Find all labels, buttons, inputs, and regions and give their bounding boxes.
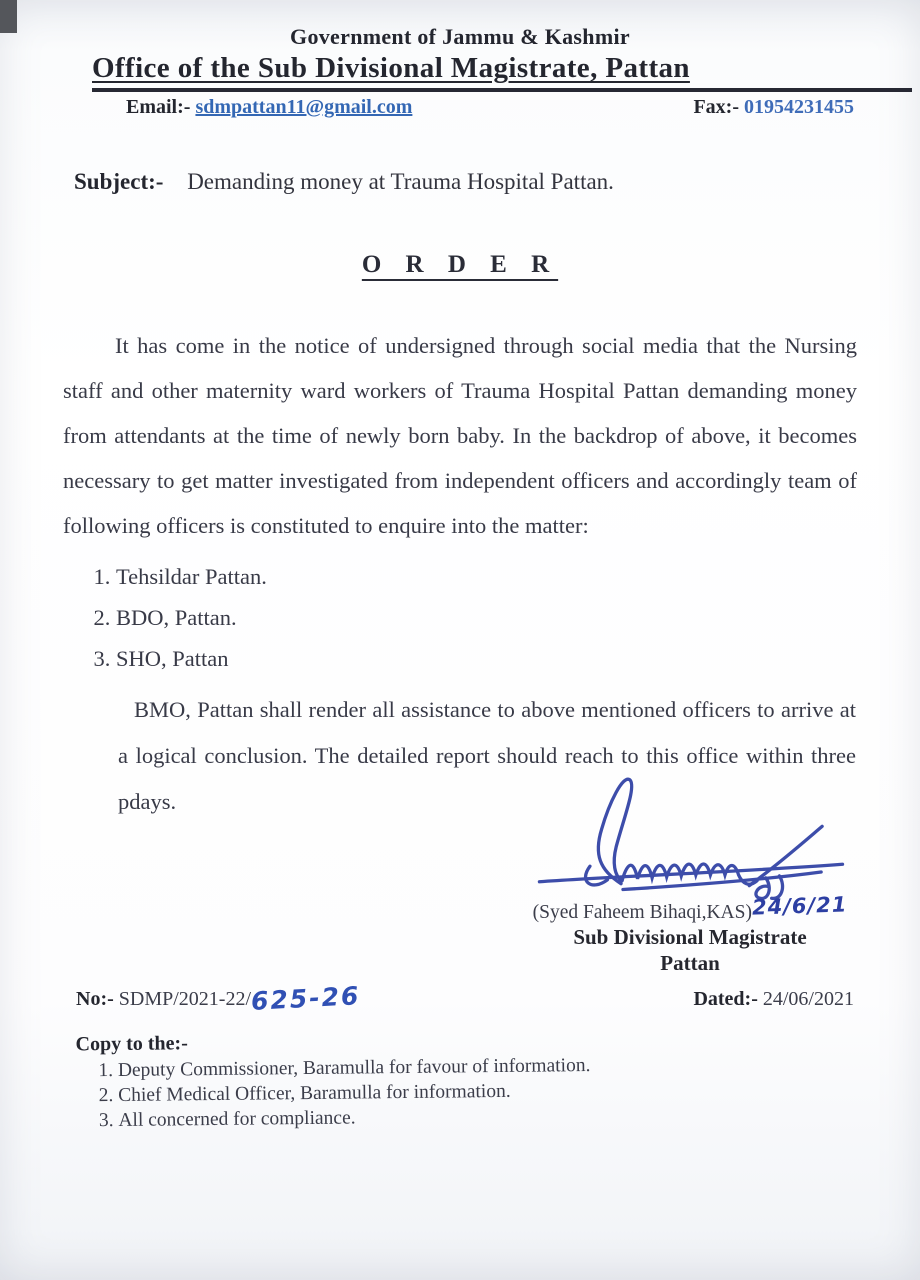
email-label: Email:- [126, 96, 191, 118]
contact-row [0, 92, 920, 119]
fax-number: 01954231455 [744, 96, 854, 118]
reference-row [76, 981, 854, 1016]
officer-list-item: 2. BDO, Pattan. [116, 597, 920, 638]
body-paragraph-2: BMO, Pattan shall render all assistance to above mentioned officers to arrive at a logical conclusion. The detailed report should reach to this office within three pdays. [118, 697, 856, 814]
officer-list-item: 1. Tehsildar Pattan. [116, 556, 920, 597]
reference-number [76, 981, 362, 1016]
dated-label: Dated:- [693, 988, 758, 1010]
dated-value: 24/06/2021 [762, 988, 854, 1010]
copy-list [76, 1050, 920, 1134]
subject-row [74, 169, 856, 195]
copy-section [75, 1025, 920, 1134]
signatory-place: Pattan [660, 951, 720, 975]
copy-list-item: 1. Deputy Commissioner, Baramulla for favour of information. [118, 1050, 920, 1083]
copy-list-item: 3. All concerned for compliance. [118, 1100, 920, 1133]
reference-no-value: SDMP/2021-22/ [118, 988, 252, 1010]
signature-ink-icon [525, 771, 855, 907]
subject-text: Demanding money at Trauma Hospital Pattan. [187, 169, 614, 194]
reference-no-label: No:- [76, 988, 114, 1010]
copy-list-item: 2. Chief Medical Officer, Baramulla for information. [118, 1075, 920, 1108]
government-title: Government of Jammu & Kashmir [290, 24, 630, 49]
officers-list [96, 556, 920, 679]
copy-heading: Copy to the:- [75, 1032, 188, 1056]
signatory-designation: Sub Divisional Magistrate [573, 925, 807, 949]
order-heading: O R D E R [361, 251, 559, 278]
signatory-line [490, 892, 890, 924]
letterhead [0, 0, 920, 119]
signature-block [490, 771, 890, 976]
officer-list-item: 3. SHO, Pattan [116, 638, 920, 679]
dated-line [693, 988, 854, 1011]
signatory-name: (Syed Faheem Bihaqi,KAS) [532, 902, 752, 923]
scan-corner-artifact [0, 0, 17, 33]
handwritten-date: 24/6/21 [751, 892, 848, 920]
reference-no-handwritten: 625-26 [250, 981, 362, 1016]
fax-label: Fax:- [693, 96, 739, 118]
office-title-underline [92, 52, 912, 92]
fax-line [693, 96, 854, 119]
subject-label: Subject:- [74, 169, 164, 194]
email-line [126, 96, 412, 119]
office-title: Office of the Sub Divisional Magistrate, Pattan [92, 52, 690, 84]
email-address: sdmpattan11@gmail.com [195, 96, 413, 118]
body-paragraph-1: It has come in the notice of undersigned through social media that the Nursing staff and other maternity ward workers of Trauma Hospital Pattan demanding money from attendants at the time of newly born baby. In the backdrop of above, it becomes necessary to get matter investigated from independent officers and accordingly team of following officers is constituted to enquire into the matter: [63, 333, 857, 538]
